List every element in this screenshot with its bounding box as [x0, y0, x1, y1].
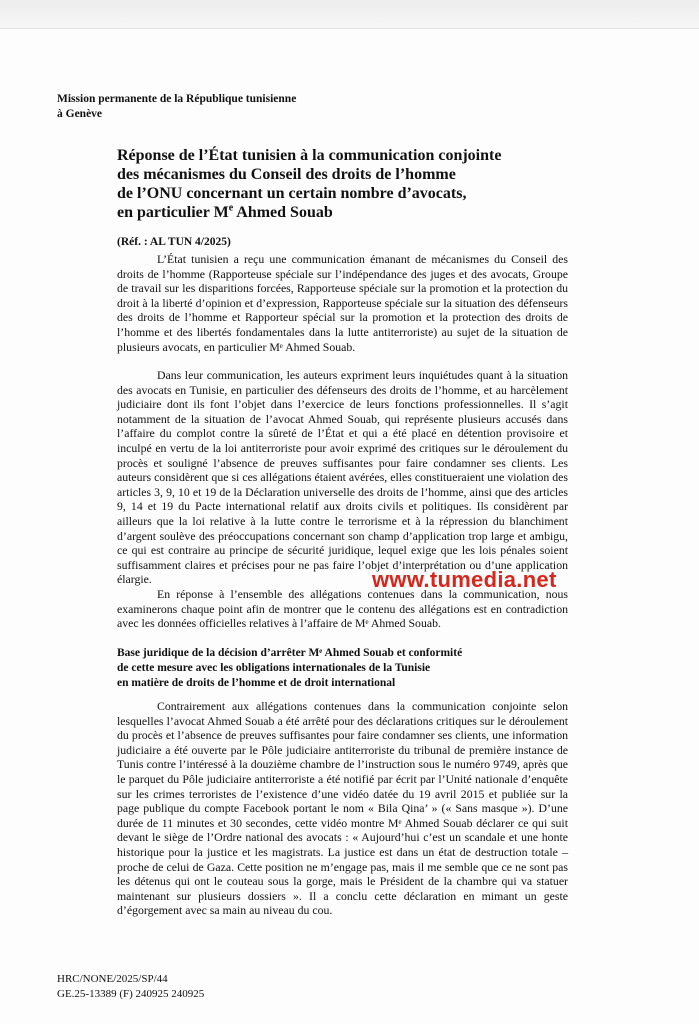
mission-line-2: à Genève: [57, 108, 103, 120]
job-number: GE.25-13389 (F) 240925 240925: [57, 988, 205, 1000]
paragraph-3: [117, 587, 568, 631]
section-heading: [117, 646, 568, 691]
title-line-1: Réponse de l’État tunisien à la communication conjointe: [117, 147, 502, 164]
paragraph-1-text: L’État tunisien a reçu une communication émanant de mécanismes du Conseil des droits de l’homme (Rapporteuse spéciale sur l’indépendance des juges et des avocats, Groupe de travail sur les disparitions forcées, Rapporteuse spéciale sur la promotion et la protection du droit à la liberté d’opinion et d’expression, Rapporteuse spéciale sur la situation des défenseurs des droits de l’homme et Rapporteur spécial sur la promotion et la protection des droits de l’homme et des libertés fondamentales dans la lutte antiterroriste) au sujet de la situation de plusieurs avocats, en particulier Mᵉ Ahmed Souab.: [117, 252, 568, 354]
title-line-3: de l’ONU concernant un certain nombre d’avocats,: [117, 185, 467, 202]
paragraph-4: [117, 699, 568, 918]
section-heading-line-1: Base juridique de la décision d’arrêter Mᵉ Ahmed Souab et conformité: [117, 647, 463, 659]
document-symbol: HRC/NONE/2025/SP/44: [57, 973, 168, 985]
paragraph-4-text: Contrairement aux allégations contenues dans la communication conjointe selon lesquelles l’avocat Ahmed Souab a été arrêté pour des déclarations critiques sur le déroulement du procès et l’absence de preuves suffisantes pour faire condamner ses clients, une information judiciaire a été ouverte par le Pôle judiciaire antiterroriste du tribunal de première instance de Tunis contre l’intéressé à la douzième chambre de l’instruction sous le numéro 9749, après que le parquet du Pôle judiciaire antiterroriste a été notifié par écrit par l’Unité nationale d’enquête sur les crimes terroristes de l’existence d’une vidéo datée du 19 avril 2015 et publiée sur la page publique du compte Facebook portant le nom « Bila Qina’ » (« Sans masque »). D’une durée de 11 minutes et 30 secondes, cette vidéo montre Mᵉ Ahmed Souab déclarer ce qui suit devant le siège de l’Ordre national des avocats : « Aujourd’hui c’est un scandale et une honte historique pour la justice et les magistrats. La justice est dans un état de destruction totale – proche de celui de Gaza. Cette position ne m’engage pas, mais il me semble que ce ne sont pas les détenus qui ont le couteau sous la gorge, mais le Président de la chambre qui va statuer maintenant sur plusieurs dossiers ». Il a conclu cette déclaration en mimant un geste d’égorgement avec sa main au niveau du cou.: [117, 699, 568, 918]
title-line-4-start: en particulier M: [117, 204, 229, 221]
paragraph-1: [117, 252, 568, 354]
title-line-2: des mécanismes du Conseil des droits de l’homme: [117, 166, 456, 183]
section-heading-line-2: de cette mesure avec les obligations internationales de la Tunisie: [117, 662, 431, 674]
title-line-4: [117, 203, 597, 222]
section-heading-line-3: en matière de droits de l’homme et de droit international: [117, 677, 396, 689]
title-superscript: e: [228, 202, 234, 214]
watermark: www.tumedia.net: [372, 567, 557, 592]
paragraph-2-text: Dans leur communication, les auteurs expriment leurs inquiétudes quant à la situation des avocats en Tunisie, en particulier des défenseurs des droits de l’homme, et au harcèlement judiciaire dont ils font l’objet dans l’exercice de leurs fonctions professionnelles. Il s’agit notamment de la situation de l’avocat Ahmed Souab, qui représente plusieurs accusés dans l’affaire du complot contre la sûreté de l’État et qui a été placé en détention provisoire et inculpé en vertu de la loi antiterroriste pour avoir exprimé des critiques sur le déroulement du procès et souligné l’absence de preuves suffisantes pour faire condamner ses clients. Les auteurs considèrent que si ces allégations étaient avérées, elles constitueraient une violation des articles 3, 9, 10 et 19 de la Déclaration universelle des droits de l’homme, ainsi que des articles 9, 14 et 19 du Pacte international relatif aux droits civils et politiques. Ils considèrent par ailleurs que la loi relative à la lutte contre le terrorisme et à la répression du blanchiment d’argent soulève des préoccupations concernant son champ d’application trop large et ambigu, ce qui est contraire au principe de sécurité juridique, lequel exige que les lois pénales soient suffisamment claires et précises pour ne pas faire l’objet d’interprétation ou d’une application élargie.: [117, 368, 568, 587]
page-top-edge: [0, 0, 699, 29]
reference-number: (Réf. : AL TUN 4/2025): [117, 236, 231, 248]
paragraph-3-text: En réponse à l’ensemble des allégations contenues dans la communication, nous examinerons chaque point afin de montrer que le contenu des allégations est en contradiction avec les données officielles relatives à l’affaire de Mᵉ Ahmed Souab.: [117, 587, 568, 631]
document-footer: [57, 972, 204, 1002]
title-line-4-end: Ahmed Souab: [233, 204, 333, 221]
paragraph-2: [117, 368, 568, 587]
mission-line-1: Mission permanente de la République tunisienne: [57, 93, 297, 105]
mission-header: [57, 92, 457, 122]
document-title: [117, 146, 597, 222]
